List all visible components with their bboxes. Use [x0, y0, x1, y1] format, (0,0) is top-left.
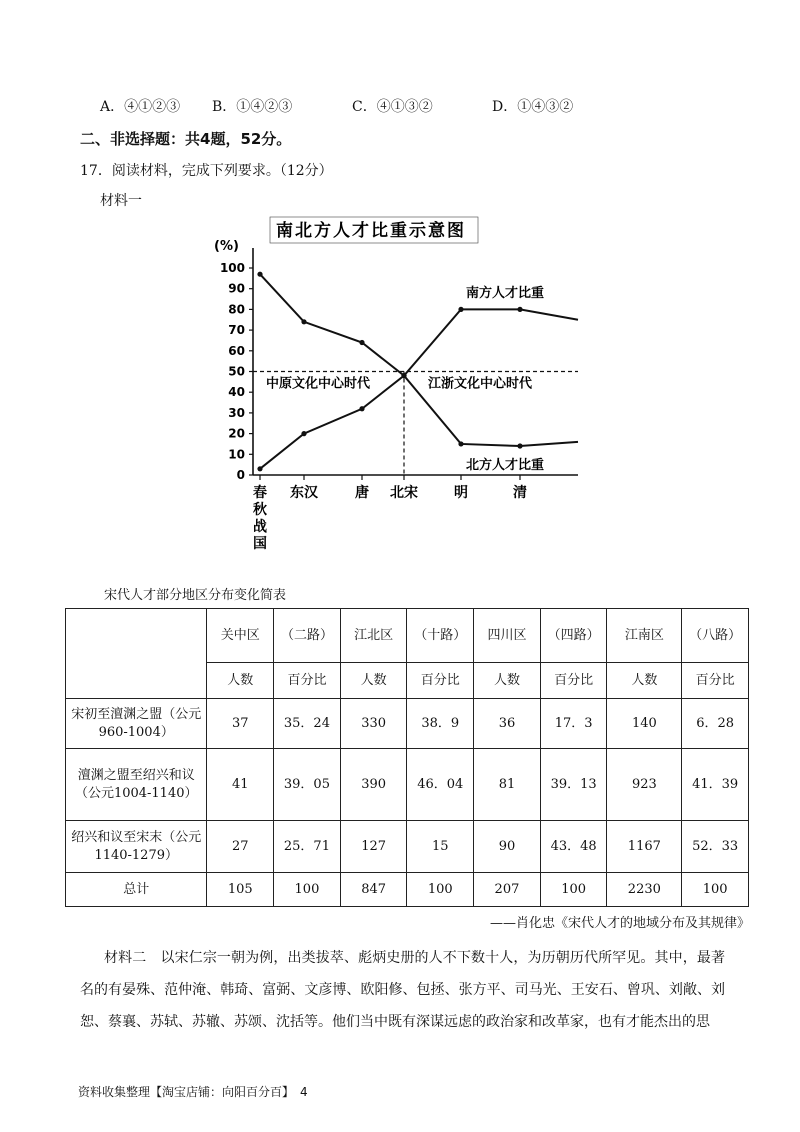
option-a: A．④①②③ — [100, 99, 181, 115]
x-tick-label: 东汉 — [290, 485, 318, 501]
table-cell: 127 — [340, 821, 407, 873]
y-tick-label: 20 — [228, 426, 245, 441]
table-cell: 100 — [274, 873, 341, 907]
region-header: 关中区 — [207, 609, 274, 663]
data-point — [359, 406, 364, 411]
y-tick-label: 40 — [228, 385, 245, 400]
data-point — [301, 431, 306, 436]
table-cell: 41．39 — [682, 749, 749, 821]
x-tick-label: 秋 — [253, 502, 267, 518]
corner-cell — [66, 609, 207, 699]
y-tick-label: 30 — [228, 405, 245, 420]
page-footer: 资料收集整理【淘宝店铺：向阳百分百】 4 — [78, 1085, 308, 1099]
table-cell: 41 — [207, 749, 274, 821]
region-header: （十路） — [407, 609, 474, 663]
table-cell: 38．9 — [407, 699, 474, 749]
sub-header: 百分比 — [540, 663, 607, 699]
table-cell: 25．71 — [274, 821, 341, 873]
table-cell: 105 — [207, 873, 274, 907]
option-c: C．④①③② — [352, 99, 433, 115]
chart-title: 南北方人才比重示意图 — [276, 221, 466, 241]
y-tick-label: 80 — [228, 302, 245, 317]
data-point — [458, 441, 463, 446]
data-point — [458, 307, 463, 312]
x-tick-label: 战 — [253, 519, 267, 535]
region-header: （二路） — [274, 609, 341, 663]
sub-header: 人数 — [207, 663, 274, 699]
table-row — [66, 699, 749, 749]
table-caption: 宋代人才部分地区分布变化简表 — [104, 588, 287, 603]
region-header: 江南区 — [607, 609, 682, 663]
table-cell: 6．28 — [682, 699, 749, 749]
sub-header: 人数 — [474, 663, 541, 699]
region-header: （八路） — [682, 609, 749, 663]
table-cell: 36 — [474, 699, 541, 749]
table-cell: 43．48 — [540, 821, 607, 873]
question-17: 17．阅读材料，完成下列要求。（12分） — [80, 163, 333, 179]
table-row — [66, 821, 749, 873]
table-cell: 923 — [607, 749, 682, 821]
x-tick-label: 春 — [253, 485, 267, 501]
table-cell: 46．04 — [407, 749, 474, 821]
y-tick-label: 0 — [236, 468, 245, 482]
y-tick-label: 50 — [228, 364, 245, 379]
x-tick-label: 国 — [253, 536, 267, 552]
x-tick-label: 唐 — [355, 485, 369, 501]
data-point — [517, 307, 522, 312]
sub-header: 百分比 — [682, 663, 749, 699]
table-cell: 15 — [407, 821, 474, 873]
table-cell: 100 — [682, 873, 749, 907]
y-tick-label: 10 — [228, 447, 245, 462]
table-cell: 330 — [340, 699, 407, 749]
x-tick-label: 清 — [513, 485, 527, 501]
table-cell: 39．13 — [540, 749, 607, 821]
sub-header: 人数 — [340, 663, 407, 699]
y-tick-label: 70 — [228, 323, 245, 338]
table-cell: 100 — [407, 873, 474, 907]
table-cell: 847 — [340, 873, 407, 907]
table-cell: 35．24 — [274, 699, 341, 749]
table-cell: 17．3 — [540, 699, 607, 749]
sub-header: 百分比 — [274, 663, 341, 699]
option-b: B．①④②③ — [212, 99, 293, 115]
data-point — [359, 340, 364, 345]
material2-paragraph: 材料二 以宋仁宗一朝为例，出类拔萃、彪炳史册的人不下数十人，为历朝历代所罕见。其中，最著名的有晏殊、范仲淹、韩琦、富弼、文彦博、欧阳修、包拯、张方平、司马光、王安石、曾巩、刘敞、刘恕、蔡襄、苏轼、苏辙、苏颂、沈括等。他们当中既有深谋远虑的政治家和改革家，也有才能杰出的思 — [80, 950, 725, 1030]
table-cell: 52．33 — [682, 821, 749, 873]
table-cell: 27 — [207, 821, 274, 873]
data-point — [257, 466, 262, 471]
section-title: 二、非选择题：共4题，52分。 — [80, 130, 292, 148]
table-cell: 1167 — [607, 821, 682, 873]
row-label: 总计 — [66, 873, 207, 907]
series-label-north: 北方人才比重 — [466, 457, 545, 473]
series-label-south: 南方人才比重 — [466, 285, 545, 301]
row-label: 绍兴和议至宋末（公元1140-1279） — [66, 821, 207, 873]
y-axis-label: (%) — [214, 239, 239, 254]
row-label: 澶渊之盟至绍兴和议（公元1004-1140） — [66, 749, 207, 821]
table-cell: 81 — [474, 749, 541, 821]
region-header: （四路） — [540, 609, 607, 663]
x-tick-label: 明 — [454, 485, 468, 501]
material1-label: 材料一 — [100, 193, 142, 209]
line-chart — [208, 212, 588, 552]
y-tick-label: 90 — [228, 281, 245, 296]
row-label: 宋初至澶渊之盟（公元960-1004） — [66, 699, 207, 749]
table-cell: 100 — [540, 873, 607, 907]
y-tick-label: 60 — [228, 343, 245, 358]
table-header-row — [66, 609, 749, 663]
table-cell: 39．05 — [274, 749, 341, 821]
x-tick-label: 北宋 — [390, 485, 418, 501]
region-header: 江北区 — [340, 609, 407, 663]
option-d: D．①④③② — [492, 99, 574, 115]
answer-options — [100, 96, 700, 118]
annotation-jiangzhe: 江浙文化中心时代 — [428, 376, 533, 392]
data-point — [301, 319, 306, 324]
distribution-table — [65, 608, 749, 907]
source-citation: ——肖化忠《宋代人才的地域分布及其规律》 — [489, 916, 750, 931]
table-cell: 207 — [474, 873, 541, 907]
data-point — [517, 443, 522, 448]
data-point — [401, 373, 406, 378]
region-header: 四川区 — [474, 609, 541, 663]
table-cell: 2230 — [607, 873, 682, 907]
table-row-total — [66, 873, 749, 907]
annotation-central-plains: 中原文化中心时代 — [266, 376, 371, 392]
sub-header: 人数 — [607, 663, 682, 699]
table-cell: 390 — [340, 749, 407, 821]
table-cell: 140 — [607, 699, 682, 749]
y-tick-label: 100 — [219, 261, 245, 275]
table-cell: 37 — [207, 699, 274, 749]
table-cell: 90 — [474, 821, 541, 873]
sub-header: 百分比 — [407, 663, 474, 699]
table-row — [66, 749, 749, 821]
data-point — [257, 272, 262, 277]
